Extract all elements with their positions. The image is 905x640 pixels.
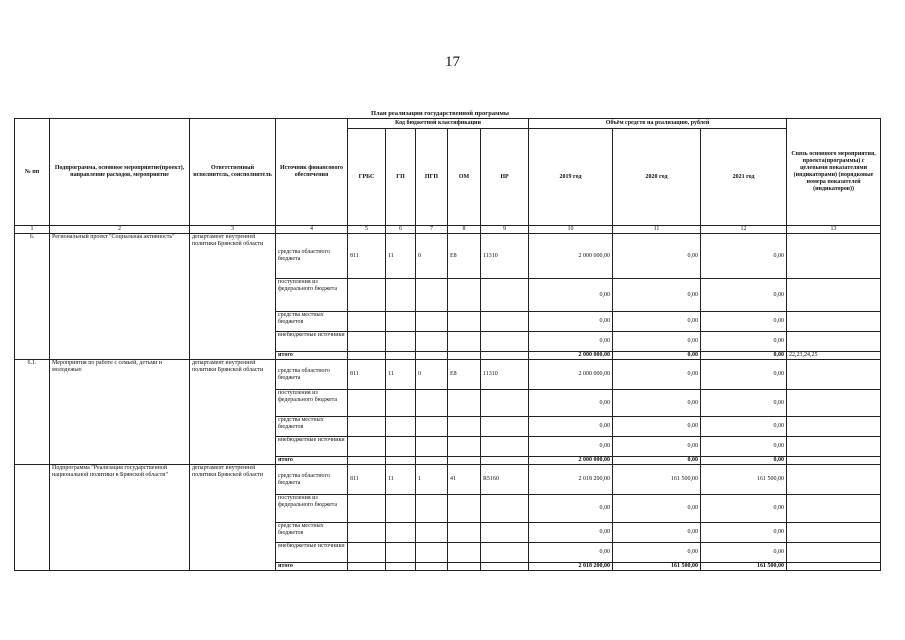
np-cell (481, 523, 529, 543)
gp-cell (386, 390, 416, 417)
pgp-cell (416, 457, 448, 465)
np-cell (481, 437, 529, 457)
pgp-cell (416, 563, 448, 571)
plan-table (14, 118, 881, 571)
amount-2020: 0,00 (613, 279, 701, 312)
table-header (15, 119, 881, 234)
item-number: 6.1. (15, 360, 50, 465)
item-name: Подпрограмма "Реализация государственной национальной политики в Брянской области" (50, 465, 190, 571)
indicator-link (787, 279, 881, 312)
total-label: итого (276, 352, 348, 360)
grbs-cell (348, 495, 386, 523)
om-cell: Е8 (448, 360, 481, 390)
om-cell (448, 495, 481, 523)
np-cell (481, 279, 529, 312)
funding-source: средства областного бюджета (276, 360, 348, 390)
funding-source: средства областного бюджета (276, 234, 348, 279)
indicator-link (787, 312, 881, 332)
program-block (15, 360, 881, 465)
amount-2021: 0,00 (701, 417, 787, 437)
om-cell (448, 523, 481, 543)
total-2019: 2 000 000,00 (529, 457, 613, 465)
indicator-link (787, 543, 881, 563)
amount-2020: 0,00 (613, 495, 701, 523)
gp-cell (386, 332, 416, 352)
np-cell: R5160 (481, 465, 529, 495)
om-cell (448, 312, 481, 332)
amount-2020: 0,00 (613, 390, 701, 417)
grbs-cell (348, 563, 386, 571)
gp-cell (386, 543, 416, 563)
pgp-cell (416, 543, 448, 563)
np-cell (481, 390, 529, 417)
gp-cell (386, 417, 416, 437)
indicator-link (787, 437, 881, 457)
amount-2019: 0,00 (529, 332, 613, 352)
total-2021: 0,00 (701, 352, 787, 360)
np-cell (481, 457, 529, 465)
amount-2021: 0,00 (701, 543, 787, 563)
funding-source: средства местных бюджетов (276, 312, 348, 332)
col-number: 3 (190, 226, 276, 234)
pgp-cell (416, 523, 448, 543)
page-number: 17 (445, 54, 460, 70)
funding-source: средства областного бюджета (276, 465, 348, 495)
gp-cell (386, 352, 416, 360)
total-2020: 0,00 (613, 352, 701, 360)
funding-source: внебюджетные источники (276, 543, 348, 563)
gp-cell (386, 495, 416, 523)
amount-2019: 0,00 (529, 279, 613, 312)
header-budget-code: Код бюджетной классификации (348, 119, 529, 129)
gp-cell (386, 563, 416, 571)
om-cell (448, 543, 481, 563)
amount-2020: 0,00 (613, 417, 701, 437)
header-link: Связь основного мероприятия, проекта(программы) с целевыми показателями (индикаторами) (порядковые номера показателей (индикаторов)) (787, 119, 881, 226)
amount-2020: 161 500,00 (613, 465, 701, 495)
col-number: 11 (613, 226, 701, 234)
om-cell (448, 417, 481, 437)
amount-2019: 0,00 (529, 417, 613, 437)
item-name: Региональный проект "Социальная активность" (50, 234, 190, 360)
amount-2021: 0,00 (701, 360, 787, 390)
amount-2019: 0,00 (529, 312, 613, 332)
pgp-cell: 0 (416, 360, 448, 390)
pgp-cell (416, 312, 448, 332)
col-number: 5 (348, 226, 386, 234)
grbs-cell (348, 417, 386, 437)
gp-cell: 11 (386, 234, 416, 279)
funding-source: средства местных бюджетов (276, 417, 348, 437)
item-number: 6. (15, 234, 50, 360)
col-number: 6 (386, 226, 416, 234)
amount-2020: 0,00 (613, 543, 701, 563)
table-row (15, 465, 881, 495)
np-cell (481, 495, 529, 523)
grbs-cell (348, 390, 386, 417)
np-cell: 11310 (481, 234, 529, 279)
total-2020: 161 500,00 (613, 563, 701, 571)
grbs-cell (348, 312, 386, 332)
col-number: 7 (416, 226, 448, 234)
om-cell (448, 563, 481, 571)
gp-cell: 11 (386, 465, 416, 495)
amount-2019: 0,00 (529, 523, 613, 543)
grbs-cell (348, 543, 386, 563)
col-number: 4 (276, 226, 348, 234)
amount-2021: 0,00 (701, 495, 787, 523)
amount-2019: 0,00 (529, 437, 613, 457)
item-executor: департамент внутренней политики Брянской области (190, 465, 276, 571)
indicator-link (787, 563, 881, 571)
col-number: 13 (787, 226, 881, 234)
pgp-cell (416, 279, 448, 312)
amount-2021: 0,00 (701, 390, 787, 417)
header-gp: ГП (386, 129, 416, 226)
header-np: НР (481, 129, 529, 226)
funding-source: поступления из федерального бюджета (276, 279, 348, 312)
grbs-cell: 811 (348, 465, 386, 495)
gp-cell (386, 312, 416, 332)
np-cell (481, 563, 529, 571)
pgp-cell (416, 390, 448, 417)
np-cell (481, 417, 529, 437)
pgp-cell: 1 (416, 465, 448, 495)
total-2020: 0,00 (613, 457, 701, 465)
col-number: 2 (50, 226, 190, 234)
pgp-cell: 0 (416, 234, 448, 279)
header-source: Источник финансового обеспечения (276, 119, 348, 226)
total-2021: 161 500,00 (701, 563, 787, 571)
item-executor: департамент внутренней политики Брянской области (190, 360, 276, 465)
amount-2019: 0,00 (529, 495, 613, 523)
total-2019: 2 018 200,00 (529, 563, 613, 571)
program-block (15, 234, 881, 360)
indicator-link (787, 523, 881, 543)
table-row (15, 234, 881, 279)
funding-source: внебюджетные источники (276, 332, 348, 352)
indicator-link (787, 234, 881, 279)
amount-2019: 2 000 000,00 (529, 234, 613, 279)
gp-cell (386, 279, 416, 312)
grbs-cell (348, 457, 386, 465)
gp-cell (386, 437, 416, 457)
om-cell (448, 437, 481, 457)
amount-2021: 0,00 (701, 234, 787, 279)
om-cell: Е8 (448, 234, 481, 279)
om-cell (448, 332, 481, 352)
amount-2019: 0,00 (529, 390, 613, 417)
grbs-cell: 811 (348, 234, 386, 279)
table-row (15, 360, 881, 390)
header-program: Подпрограмма, основное мероприятие(проект), направление расходов, мероприятие (50, 119, 190, 226)
item-number (15, 465, 50, 571)
amount-2020: 0,00 (613, 332, 701, 352)
gp-cell (386, 457, 416, 465)
header-pgp: ПГП (416, 129, 448, 226)
amount-2019: 2 000 000,00 (529, 360, 613, 390)
header-2021: 2021 год (701, 129, 787, 226)
indicator-link (787, 417, 881, 437)
funding-source: внебюджетные источники (276, 437, 348, 457)
amount-2019: 2 018 200,00 (529, 465, 613, 495)
om-cell (448, 279, 481, 312)
funding-source: поступления из федерального бюджета (276, 495, 348, 523)
indicator-link (787, 465, 881, 495)
col-number: 12 (701, 226, 787, 234)
om-cell (448, 352, 481, 360)
grbs-cell (348, 332, 386, 352)
item-name: Мероприятия по работе с семьей, детьми и молодежью (50, 360, 190, 465)
header-grbs: ГРБС (348, 129, 386, 226)
header-no: № пп (15, 119, 50, 226)
funding-source: средства местных бюджетов (276, 523, 348, 543)
np-cell: 11310 (481, 360, 529, 390)
om-cell (448, 390, 481, 417)
np-cell (481, 352, 529, 360)
pgp-cell (416, 495, 448, 523)
grbs-cell: 811 (348, 360, 386, 390)
gp-cell: 11 (386, 360, 416, 390)
total-2021: 0,00 (701, 457, 787, 465)
document-title: План реализации государственной программы (370, 110, 510, 117)
amount-2020: 0,00 (613, 234, 701, 279)
amount-2019: 0,00 (529, 543, 613, 563)
amount-2021: 0,00 (701, 332, 787, 352)
pgp-cell (416, 437, 448, 457)
amount-2021: 0,00 (701, 523, 787, 543)
header-volume: Объём средств на реализацию, рублей (529, 119, 787, 129)
pgp-cell (416, 417, 448, 437)
total-label: итого (276, 563, 348, 571)
program-block (15, 465, 881, 571)
amount-2021: 0,00 (701, 437, 787, 457)
grbs-cell (348, 279, 386, 312)
header-2019: 2019 год (529, 129, 613, 226)
grbs-cell (348, 437, 386, 457)
amount-2021: 0,00 (701, 279, 787, 312)
amount-2021: 0,00 (701, 312, 787, 332)
col-number: 8 (448, 226, 481, 234)
np-cell (481, 332, 529, 352)
amount-2020: 0,00 (613, 312, 701, 332)
col-number: 10 (529, 226, 613, 234)
indicator-link (787, 495, 881, 523)
om-cell (448, 457, 481, 465)
np-cell (481, 312, 529, 332)
amount-2020: 0,00 (613, 437, 701, 457)
total-label: итого (276, 457, 348, 465)
indicator-link: 22,23,24,25 (787, 352, 881, 360)
amount-2021: 161 500,00 (701, 465, 787, 495)
pgp-cell (416, 332, 448, 352)
header-executor: Ответственный исполнитель, соисполнитель (190, 119, 276, 226)
gp-cell (386, 523, 416, 543)
funding-source: поступления из федерального бюджета (276, 390, 348, 417)
om-cell: 41 (448, 465, 481, 495)
col-number: 9 (481, 226, 529, 234)
amount-2020: 0,00 (613, 360, 701, 390)
grbs-cell (348, 352, 386, 360)
indicator-link (787, 457, 881, 465)
pgp-cell (416, 352, 448, 360)
total-2019: 2 000 000,00 (529, 352, 613, 360)
indicator-link (787, 360, 881, 390)
np-cell (481, 543, 529, 563)
col-number: 1 (15, 226, 50, 234)
indicator-link (787, 390, 881, 417)
header-2020: 2020 год (613, 129, 701, 226)
column-numbers-row (15, 226, 881, 234)
indicator-link (787, 332, 881, 352)
header-om: ОМ (448, 129, 481, 226)
amount-2020: 0,00 (613, 523, 701, 543)
grbs-cell (348, 523, 386, 543)
item-executor: департамент внутренней политики Брянской области (190, 234, 276, 360)
